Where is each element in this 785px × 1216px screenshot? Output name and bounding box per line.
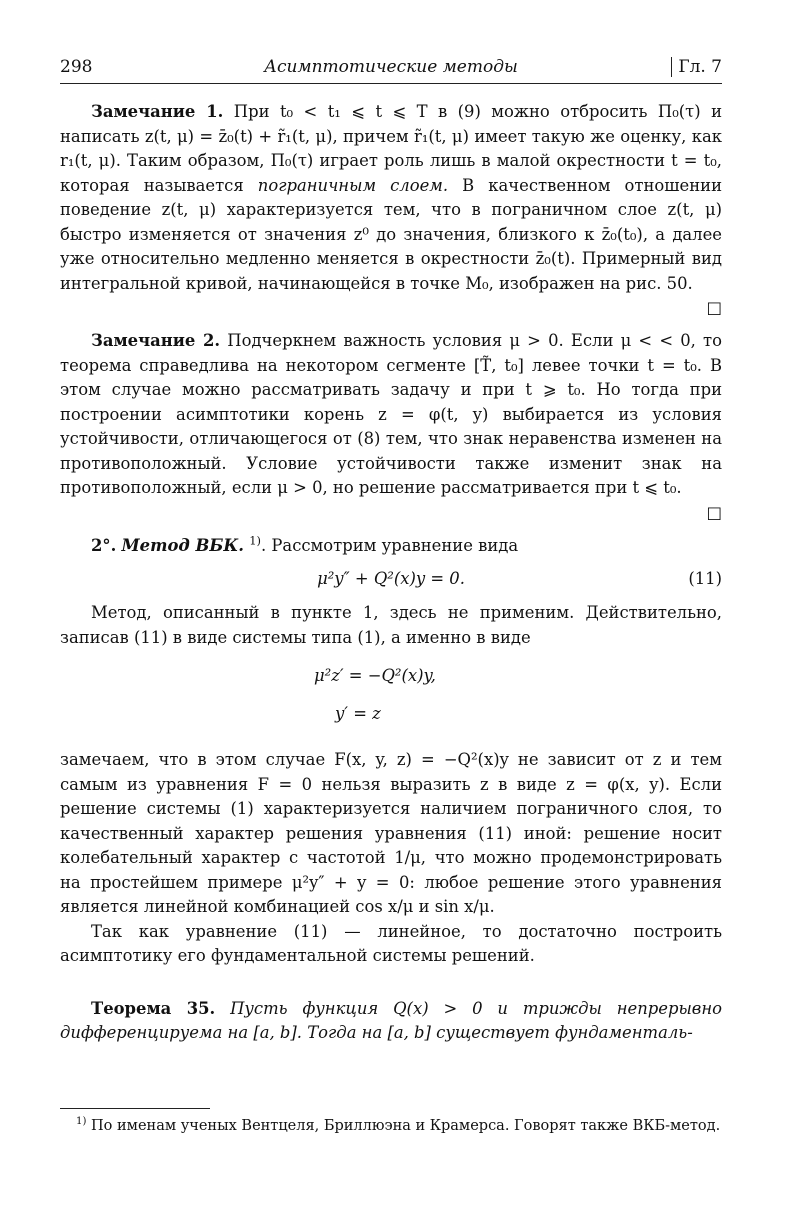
footnote-rule — [60, 1108, 210, 1109]
page-number: 298 — [60, 57, 93, 77]
theorem-text: Пусть функция Q(x) > 0 и трижды непрерывно дифференцируема на [a, b]. Тогда на [a, b] существует фундаменталь- — [60, 998, 723, 1042]
section-intro: . Рассмотрим уравнение вида — [260, 535, 519, 555]
section-2-heading — [60, 534, 722, 559]
system-line-2: y′ = z — [335, 704, 381, 723]
remark-2-text: Подчеркнем важность условия μ > 0. Если μ < < 0, то теорема справедлива на некотором сегменте [T̃, t₀] левее точки t = t₀. В этом случае можно рассматривать задачу и при t ⩾ t₀. Но тогда при построении асимптотики корень z = φ(t, y) выбирается из условия устойчивости, отличающегося от (8) тем, что знак неравенства изменен на противоположный. Условие устойчивости также изменит знак на противоположный, если μ > 0, но решение рассматривается при t ⩽ t₀. — [60, 331, 722, 497]
remark-2-label: Замечание 2. — [91, 331, 221, 350]
section-2-para-2: замечаем, что в этом случае F(x, y, z) = −Q²(x)y не зависит от z и тем самым из уравнения F = 0 нельзя выразить z в виде z = φ(x, y). Если решение системы (1) характеризуется наличием пограничного слоя, то качественный характер решения уравнения (11) иной: решение носит колебательный характер с частотой 1/μ, что можно продемонстрировать на простейшем примере μ²y″ + y = 0: любое решение этого уравнения является линейной комбинацией cos x/μ и sin x/μ. — [60, 750, 722, 916]
section-number: 2°. — [91, 535, 117, 555]
section-2-para-3: Так как уравнение (11) — линейное, то достаточно построить асимптотику его фундаментальной системы решений. — [60, 921, 722, 965]
equation-system — [60, 650, 722, 748]
qed-symbol: □ — [706, 502, 722, 522]
chapter-label: Гл. 7 — [671, 57, 722, 77]
qed-symbol: □ — [706, 298, 722, 317]
footnote — [60, 1116, 722, 1136]
theorem-35 — [60, 997, 722, 1046]
theorem-label: Теорема 35. — [91, 998, 216, 1018]
book-page — [60, 0, 722, 1216]
equation-number: (11) — [688, 569, 722, 588]
remark-1-label: Замечание 1. — [91, 102, 224, 121]
system-line-1: μ²z′ = −Q²(x)y, — [314, 666, 436, 685]
remark-1 — [60, 100, 722, 317]
running-title: Асимптотические методы — [264, 57, 518, 77]
footnote-text: По именам ученых Вентцеля, Бриллюэна и Крамерса. Говорят также ВКБ-метод. — [91, 1118, 721, 1134]
boundary-layer-term: пограничным слоем. — [257, 175, 449, 195]
section-title: Метод ВБК. — [121, 535, 244, 555]
section-2-para-1: Метод, описанный в пункте 1, здесь не применим. Действительно, записав (11) в виде системы типа (1), а именно в виде — [60, 603, 722, 647]
footnote-ref: 1) — [249, 533, 261, 548]
remark-2 — [60, 329, 722, 522]
equation-body: μ²y″ + Q²(x)y = 0. — [317, 569, 465, 588]
remark-1-text-2: В качественном отношении поведение z(t, μ) характеризуется тем, что в пограничном слое z(t, μ) быстро изменяется от значения z⁰ до значения, близкого к z̄₀(t₀), а далее уже относительно медленно меняется в окрестности z̄₀(t). Примерный вид интегральной кривой, начинающейся в точке M₀, изображен на рис. 50. — [60, 175, 722, 293]
page-header — [60, 57, 722, 84]
page-body — [60, 100, 722, 1046]
footnote-mark: 1) — [76, 1116, 87, 1128]
remark-1-text: При t₀ < t₁ ⩽ t ⩽ T в (9) можно отбросить Π₀(τ) и написать z(t, μ) = z̄₀(t) + r̃₁(t, μ), причем r̃₁(t, μ) имеет такую же оценку, как r₁(t, μ). Таким образом, Π₀(τ) играет роль лишь в малой окрестности t = t₀, которая называется — [60, 102, 722, 195]
equation-11 — [60, 558, 722, 601]
